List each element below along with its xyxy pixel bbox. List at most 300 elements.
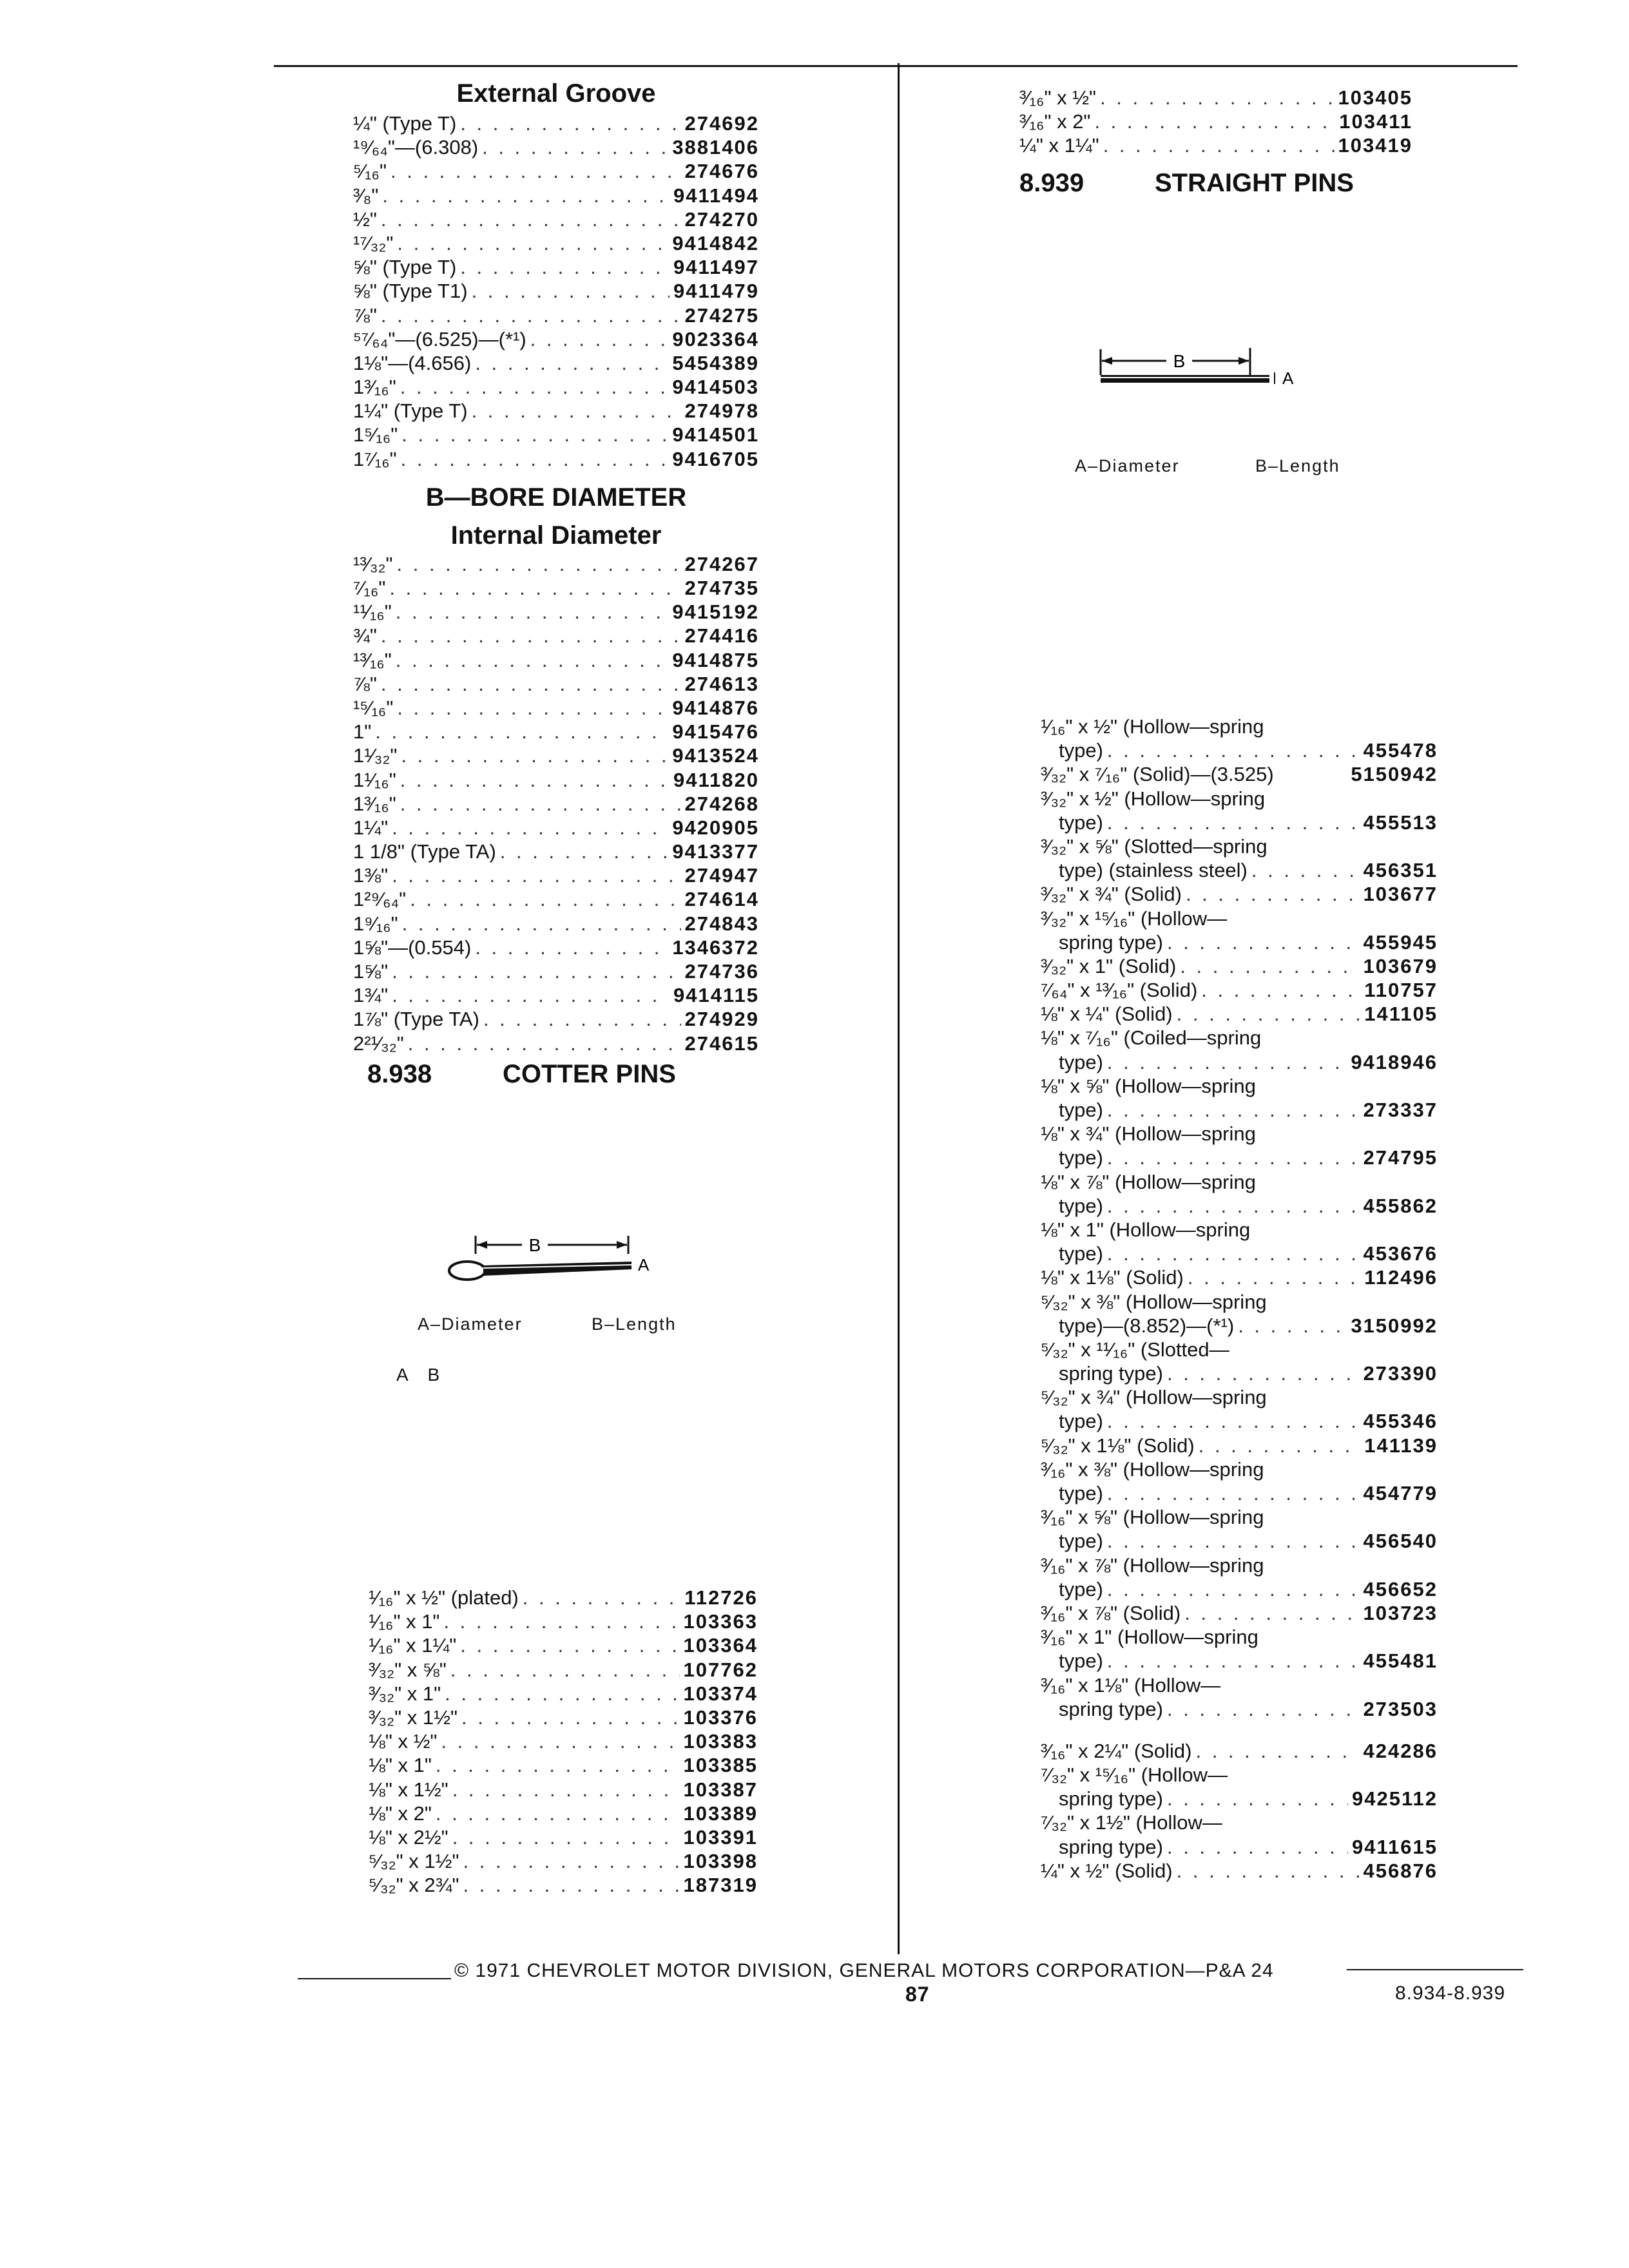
part-number: 9413377 [672, 840, 759, 863]
part-entry [353, 1008, 759, 1032]
part-size: type)—(8.852)—(*¹) [1059, 1314, 1235, 1337]
part-number: 455481 [1363, 1649, 1438, 1673]
leader-dots [382, 184, 670, 207]
leader-dots [483, 1008, 681, 1031]
part-entry [353, 448, 759, 472]
part-entry [1041, 859, 1438, 883]
part-number: 274615 [684, 1032, 759, 1055]
part-size: ¼" (Type T) [353, 112, 457, 135]
part-entry [369, 1658, 758, 1682]
leader-dots [401, 448, 669, 471]
part-size: type) [1059, 1410, 1103, 1433]
part-size: ⁵⁄₁₆" [353, 160, 387, 183]
part-entry [353, 744, 759, 768]
leader-dots [375, 720, 668, 744]
part-number: 274275 [684, 303, 759, 327]
part-number: 455513 [1363, 811, 1438, 834]
part-entry [369, 1754, 758, 1778]
leader-dots [389, 577, 680, 600]
part-entry-line: ⅛" x ¾" (Hollow—spring [1041, 1122, 1256, 1146]
part-number: 274270 [684, 207, 759, 231]
part-number: 112496 [1364, 1266, 1438, 1289]
part-size: 1⁷⁄₁₆" [353, 447, 397, 470]
part-entry [353, 280, 759, 303]
part-size: ⁷⁄₆₄" x ¹³⁄₁₆" (Solid) [1041, 979, 1198, 1002]
part-size: ³⁄₈" [353, 184, 379, 207]
part-entry [1041, 739, 1438, 763]
part-entry [1041, 1314, 1438, 1338]
part-entry [353, 936, 759, 960]
part-entry [353, 136, 759, 160]
part-entry [353, 601, 759, 624]
part-number: 274795 [1363, 1146, 1438, 1169]
part-entry [1041, 1578, 1438, 1602]
part-number: 187319 [683, 1874, 758, 1897]
part-size: ¹⁄₁₆" x 1" [369, 1610, 440, 1633]
top-rule [274, 65, 1518, 67]
part-size: 1⅛"—(4.656) [353, 351, 472, 374]
part-number: 274676 [684, 160, 759, 183]
part-size: ³⁄₃₂" x ¾" (Solid) [1041, 883, 1182, 906]
leader-dots [1107, 1146, 1360, 1169]
part-number: 9414501 [672, 423, 759, 447]
cotter-section-title: COTTER PINS [503, 1060, 676, 1088]
part-entry [353, 577, 759, 601]
part-entry [1041, 1530, 1438, 1553]
part-size: ⁵⁄₃₂" x 1⅛" (Solid) [1041, 1434, 1195, 1457]
part-entry-line: ³⁄₁₆" x 1⅛" (Hollow— [1041, 1673, 1221, 1696]
straight-pin-diagram [1095, 341, 1315, 393]
leader-dots [1100, 86, 1334, 110]
part-entry [369, 1826, 758, 1850]
part-size: ⅞" [353, 303, 377, 327]
leader-dots [381, 624, 681, 648]
part-size: type) [1059, 1482, 1103, 1504]
leader-dots [1167, 1787, 1348, 1811]
part-number: 274267 [684, 552, 759, 575]
part-entry [1041, 1787, 1438, 1811]
part-entry [353, 888, 759, 912]
part-size: 2²¹⁄₃₂" [353, 1032, 404, 1055]
part-entry-line: ⅛" x 1" (Hollow—spring [1041, 1218, 1251, 1241]
part-entry [369, 1802, 758, 1826]
leader-dots [500, 840, 669, 863]
part-entry [353, 423, 759, 447]
part-size: ¹⁷⁄₃₂" [353, 231, 394, 255]
part-size: type) [1059, 1050, 1103, 1073]
part-number: 456351 [1363, 859, 1438, 882]
part-entry [353, 1032, 759, 1056]
part-entry [1041, 1410, 1438, 1434]
part-entry [369, 1634, 758, 1658]
part-number: 455862 [1363, 1194, 1438, 1217]
part-entry [1041, 1146, 1438, 1170]
leader-dots [1167, 1698, 1360, 1721]
part-size: ⁵⁄₃₂" x 1½" [369, 1850, 459, 1873]
part-size: spring type) [1059, 1787, 1163, 1811]
bore-diameter-title: B—BORE DIAMETER [425, 483, 687, 512]
part-size: ¹¹⁄₁₆" [353, 601, 392, 624]
leader-dots [452, 1778, 680, 1802]
leader-dots [450, 1658, 680, 1682]
part-entry [1041, 955, 1438, 979]
part-entry [1041, 1602, 1438, 1626]
part-size: 1⅝"—(0.554) [353, 936, 472, 959]
part-size: 1⅞" (Type TA) [353, 1008, 479, 1031]
leader-dots [402, 912, 681, 936]
part-size: type) [1059, 1194, 1103, 1217]
part-number: 103679 [1363, 954, 1438, 977]
part-entry-line: ³⁄₁₆" x ⅜" (Hollow—spring [1041, 1457, 1264, 1481]
part-entry [1041, 1649, 1438, 1673]
part-entry [1041, 811, 1438, 835]
part-size: ¹⁄₁₆" x ½" (plated) [369, 1586, 519, 1609]
part-number: 9415192 [672, 601, 759, 624]
part-size: ³⁄₃₂" x 1½" [369, 1706, 458, 1729]
part-number: 273503 [1363, 1697, 1438, 1720]
part-entry [369, 1850, 758, 1874]
part-size: 1" [353, 720, 372, 744]
part-size: ⅛" x 2½" [369, 1825, 448, 1849]
straight-diagram-a-label: A [1282, 369, 1294, 388]
leader-dots [1094, 110, 1335, 133]
part-entry [369, 1730, 758, 1754]
cotter-diagram-b-label: B [528, 1235, 541, 1255]
part-number: 456876 [1363, 1859, 1438, 1882]
part-size: ⅛" x ½" [369, 1730, 438, 1753]
part-entry [353, 720, 759, 744]
part-entry [1041, 1099, 1438, 1122]
part-size: ⅛" x ¼" (Solid) [1041, 1003, 1173, 1026]
part-size: 1¼" [353, 816, 389, 839]
part-size: 1²⁹⁄₆₄" [353, 888, 407, 911]
part-entry [1041, 1434, 1438, 1458]
part-entry [353, 984, 759, 1008]
part-number: 103374 [683, 1682, 758, 1705]
part-number: 141105 [1364, 1003, 1438, 1026]
leader-dots [396, 649, 669, 672]
part-size: ³⁄₃₂" x 1" (Solid) [1041, 954, 1177, 977]
part-number: 9023364 [672, 327, 759, 351]
leader-dots [401, 744, 668, 767]
part-number: 3881406 [672, 136, 759, 159]
leader-dots [392, 864, 680, 887]
leader-dots [1167, 1836, 1348, 1859]
part-entry [353, 208, 759, 232]
leader-dots [452, 1826, 680, 1849]
part-entry-line: ⅛" x ⅞" (Hollow—spring [1041, 1170, 1256, 1193]
part-entry [353, 960, 759, 984]
straight-caption-a: A–Diameter [1075, 456, 1180, 476]
part-entry-line: ¹⁄₁₆" x ½" (Hollow—spring [1041, 715, 1264, 738]
part-size: type) [1059, 1099, 1103, 1121]
leader-dots [436, 1802, 680, 1825]
part-number: 454779 [1363, 1482, 1438, 1504]
part-number: 274947 [684, 864, 759, 887]
part-entry [369, 1874, 758, 1898]
part-size: type) [1059, 1649, 1103, 1673]
footer-copyright: © 1971 CHEVROLET MOTOR DIVISION, GENERAL MOTORS CORPORATION—P&A 24 [454, 1960, 1274, 1981]
part-entry [353, 553, 759, 577]
part-size: ³⁄₁₆" x ⅞" (Solid) [1041, 1601, 1181, 1624]
part-number: 103376 [683, 1706, 758, 1729]
part-size: 1 1/8" (Type TA) [353, 840, 496, 863]
part-size: ¹⁹⁄₆₄"—(6.308) [353, 136, 479, 159]
part-number: 274613 [684, 672, 759, 695]
leader-dots [397, 553, 681, 576]
part-entry [353, 399, 759, 423]
part-size: 1⁵⁄₁₆" [353, 423, 398, 447]
part-entry [1041, 883, 1438, 907]
leader-dots [1107, 811, 1360, 834]
part-number: 103389 [683, 1802, 758, 1825]
straight-caption-b: B–Length [1255, 456, 1340, 476]
part-size: ½" [353, 207, 377, 231]
leader-dots [400, 793, 681, 816]
footer-rule-left [298, 1978, 451, 1979]
part-number: 9425112 [1352, 1787, 1438, 1811]
part-entry [353, 376, 759, 399]
leader-dots [401, 423, 668, 447]
part-size: 1⅝" [353, 960, 389, 983]
part-size: ¹³⁄₁₆" [353, 648, 392, 671]
part-number: 103677 [1363, 883, 1438, 906]
part-number: 455945 [1363, 930, 1438, 954]
part-entry [1041, 763, 1438, 787]
part-number: 9418946 [1351, 1050, 1438, 1073]
leader-dots [523, 1586, 680, 1610]
part-size: spring type) [1059, 1362, 1163, 1385]
leader-dots [1103, 134, 1335, 157]
part-number: 274614 [684, 888, 759, 911]
part-number: 103385 [683, 1754, 758, 1777]
leader-dots [1188, 1266, 1360, 1289]
part-number: 9416705 [672, 447, 759, 470]
leader-dots [1107, 1578, 1360, 1601]
part-number: 103387 [683, 1778, 758, 1801]
leader-dots [400, 769, 670, 792]
part-entry [353, 160, 759, 184]
part-number: 9414115 [673, 984, 759, 1007]
straight-pins-list [1041, 715, 1438, 1883]
part-size: ³⁄₁₆" x 2¼" (Solid) [1041, 1739, 1192, 1762]
part-number: 424286 [1363, 1739, 1438, 1762]
part-entry-line: ³⁄₃₂" x ⅝" (Slotted—spring [1041, 834, 1268, 858]
leader-dots [1251, 859, 1360, 882]
part-number: 274692 [684, 112, 759, 135]
external-groove-list [353, 112, 759, 472]
part-number: 112726 [684, 1586, 758, 1609]
part-size: 1¹⁄₃₂" [353, 744, 398, 767]
part-entry [1041, 1836, 1438, 1860]
leader-dots [1199, 1434, 1361, 1457]
leader-dots [1201, 979, 1360, 1002]
part-entry [353, 840, 759, 864]
part-size: ¼" x ½" (Solid) [1041, 1859, 1173, 1882]
leader-dots [381, 304, 681, 327]
leader-dots [1107, 1051, 1347, 1074]
part-size: ⅛" x 2" [369, 1802, 432, 1825]
cotter-ab-labels: A B [396, 1365, 441, 1385]
part-size: type) [1059, 1242, 1103, 1265]
cotter-diagram-a-label: A [638, 1255, 650, 1274]
part-size: 1⅜" [353, 864, 389, 887]
part-number: 456540 [1363, 1530, 1438, 1553]
straight-pins-heading [1019, 169, 1354, 198]
leader-dots [1167, 931, 1360, 954]
part-number: 9411494 [673, 184, 759, 207]
internal-diameter-list [353, 553, 759, 1056]
cotter-caption-b: B–Length [592, 1314, 677, 1334]
part-entry [353, 697, 759, 720]
part-size: type) [1059, 1530, 1103, 1553]
leader-dots [1107, 1482, 1360, 1505]
part-entry-line: ³⁄₁₆" x ⅞" (Hollow—spring [1041, 1553, 1264, 1577]
part-size: ¼" x 1¼" [1019, 134, 1099, 157]
part-size: type) [1059, 1577, 1103, 1600]
part-size: ⅛" x 1⅛" (Solid) [1041, 1266, 1184, 1289]
part-entry [1041, 1003, 1438, 1026]
part-entry [1041, 1195, 1438, 1218]
left-column [353, 75, 759, 1056]
leader-dots [408, 1032, 681, 1055]
leader-dots [445, 1682, 679, 1706]
part-size: 1¼" (Type T) [353, 399, 468, 423]
part-number: 273390 [1363, 1362, 1438, 1385]
straight-diagram-b-label: B [1173, 351, 1186, 371]
part-number: 103405 [1338, 86, 1412, 109]
cotter-section-number: 8.938 [367, 1060, 432, 1088]
part-size: ⅝" (Type T1) [353, 280, 468, 303]
part-size: type) (stainless steel) [1059, 859, 1248, 882]
part-number: 9414876 [672, 696, 759, 719]
part-number: 455478 [1363, 739, 1438, 762]
column-divider [898, 63, 900, 1954]
part-entry [1041, 1051, 1438, 1075]
part-entry [353, 304, 759, 328]
part-size: 1¾" [353, 984, 389, 1007]
part-entry [1041, 1698, 1438, 1722]
part-size: ¾" [353, 624, 377, 648]
part-entry [353, 649, 759, 673]
part-number: 456652 [1363, 1577, 1438, 1600]
leader-dots [396, 601, 669, 624]
leader-dots [1195, 1740, 1359, 1763]
part-size: type) [1059, 1146, 1103, 1169]
part-number: 103419 [1338, 134, 1412, 157]
cotter-pins-list [369, 1586, 758, 1898]
part-number: 103411 [1339, 110, 1412, 133]
part-entry [353, 328, 759, 352]
part-size: ⅞" [353, 672, 377, 695]
leader-dots [1167, 1362, 1360, 1385]
leader-dots [475, 352, 668, 375]
part-size: ⅛" x 1½" [369, 1778, 448, 1801]
part-entry [353, 816, 759, 840]
part-entry [1041, 1482, 1438, 1506]
part-entry-line: ³⁄₁₆" x ⅝" (Hollow—spring [1041, 1506, 1264, 1529]
leader-dots [460, 1634, 679, 1657]
part-number: 9415476 [672, 720, 759, 744]
leader-dots [390, 160, 681, 183]
straight-section-number: 8.939 [1019, 169, 1084, 197]
part-number: 9411820 [673, 768, 759, 791]
part-entry [1041, 1242, 1438, 1266]
part-entry [353, 352, 759, 376]
page-number: 87 [905, 1983, 930, 2006]
part-size: type) [1059, 811, 1103, 834]
part-size: ³⁄₁₆" x ½" [1019, 86, 1097, 109]
part-size: ⁷⁄₁₆" [353, 577, 386, 599]
leader-dots [1186, 883, 1360, 906]
part-entry-line: ⁵⁄₃₂" x ¹¹⁄₁₆" (Slotted— [1041, 1338, 1229, 1361]
leader-dots [436, 1754, 680, 1777]
leader-dots [1107, 1410, 1360, 1433]
part-number: 103383 [683, 1730, 758, 1753]
part-size: ⁵⁄₃₂" x 2¾" [369, 1874, 459, 1897]
leader-dots [472, 399, 681, 423]
leader-dots [397, 232, 668, 255]
part-entry [369, 1682, 758, 1706]
leader-dots [410, 888, 680, 911]
right-top-list [1019, 86, 1412, 159]
part-entry [1041, 1266, 1438, 1290]
leader-dots [475, 936, 668, 959]
leader-dots [1177, 1003, 1361, 1026]
part-number: 103363 [683, 1610, 758, 1633]
leader-dots [463, 1874, 680, 1897]
part-entry [369, 1586, 758, 1610]
leader-dots [392, 816, 668, 840]
leader-dots [441, 1730, 679, 1753]
part-number: 107762 [683, 1658, 758, 1681]
part-number: 9414875 [672, 648, 759, 671]
part-number: 110757 [1364, 979, 1438, 1002]
part-entry-line: ³⁄₃₂" x ¹⁵⁄₁₆" (Hollow— [1041, 907, 1228, 930]
part-size: spring type) [1059, 930, 1163, 954]
internal-diameter-title: Internal Diameter [450, 521, 662, 550]
part-size: 1¹⁄₁₆" [353, 768, 396, 791]
part-entry [1019, 110, 1412, 134]
part-entry [353, 184, 759, 208]
leader-dots [1107, 1242, 1360, 1265]
part-entry [353, 673, 759, 697]
part-entry-line: ³⁄₁₆" x 1" (Hollow—spring [1041, 1626, 1258, 1649]
footer-rule-right [1347, 1969, 1523, 1970]
part-number: 103723 [1363, 1601, 1438, 1624]
external-groove-title: External Groove [456, 79, 656, 108]
leader-dots [472, 280, 670, 303]
part-number: 274843 [684, 912, 759, 935]
leader-dots [1107, 1649, 1360, 1673]
part-entry-line: ⁵⁄₃₂" x ⅜" (Hollow—spring [1041, 1290, 1267, 1313]
part-size: ¹⁄₁₆" x 1¼" [369, 1634, 457, 1657]
part-size: ⅛" x 1" [369, 1754, 432, 1777]
part-number: 273337 [1363, 1099, 1438, 1121]
part-size: 1³⁄₁₆" [353, 376, 396, 399]
part-number: 103398 [683, 1850, 758, 1873]
part-entry [1041, 931, 1438, 955]
part-entry [353, 864, 759, 888]
part-number: 274736 [684, 960, 759, 983]
leader-dots [460, 256, 670, 279]
part-entry [1019, 134, 1412, 158]
straight-section-title: STRAIGHT PINS [1155, 169, 1354, 197]
leader-dots [443, 1610, 679, 1633]
part-entry-line: ⁷⁄₃₂" x ¹⁵⁄₁₆" (Hollow— [1041, 1763, 1228, 1787]
part-number: 453676 [1363, 1242, 1438, 1265]
part-size: type) [1059, 739, 1103, 762]
